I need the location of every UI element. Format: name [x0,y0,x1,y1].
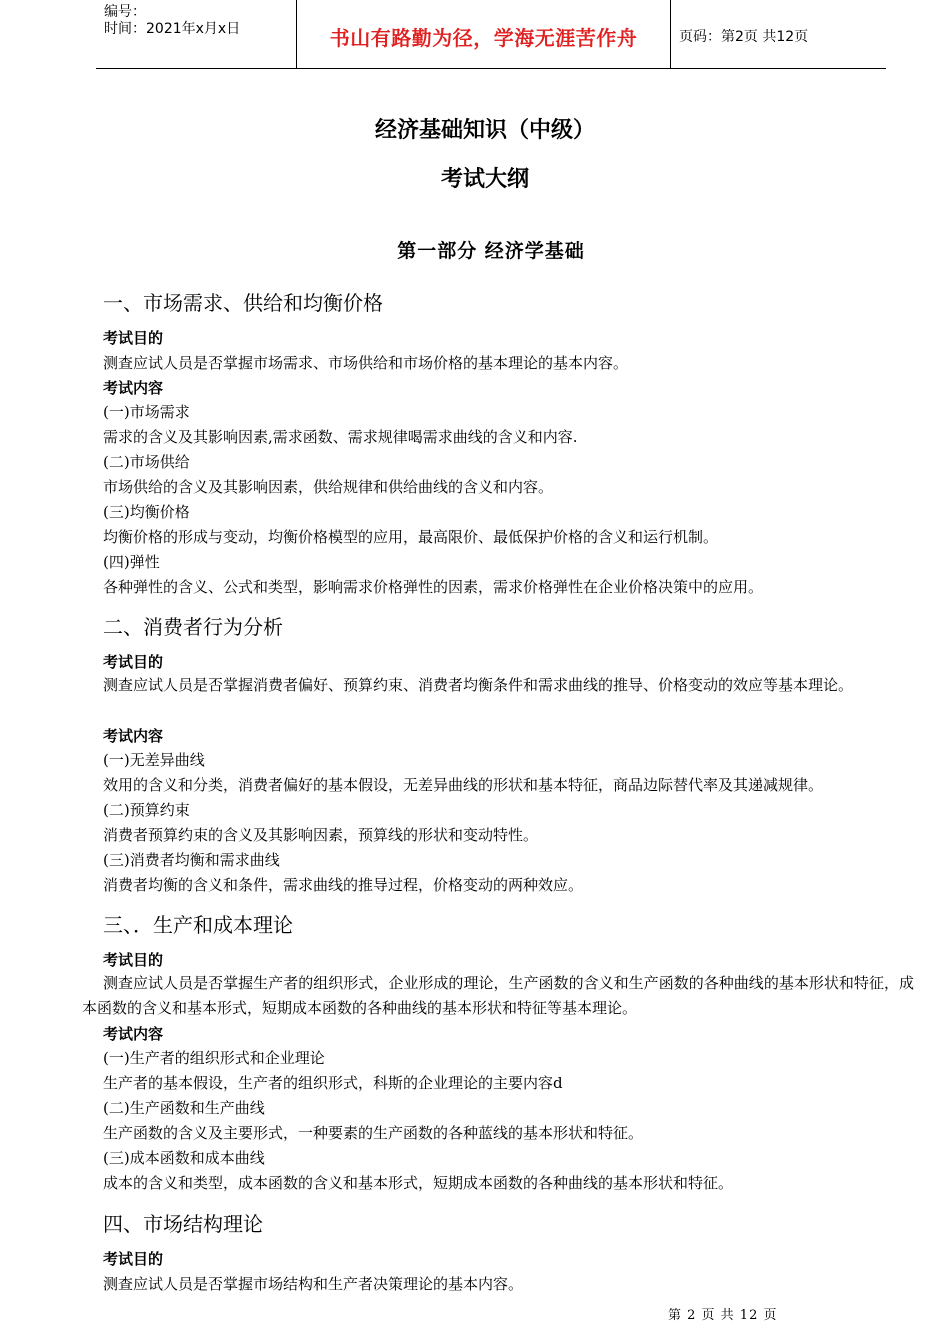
section-heading: 三、．生产和成本理论 [103,913,293,937]
item-title: (三)消费者均衡和需求曲线 [103,851,280,869]
item-title: (一)市场需求 [103,403,190,421]
goal-text: 测查应试人员是否掌握消费者偏好、预算约束、消费者均衡条件和需求曲线的推导、价格变动的效应等基本理论。 [103,676,854,694]
doc-title: 经济基础知识（中级） [374,118,595,143]
item-text: 效用的含义和分类，消费者偏好的基本假设，无差异曲线的形状和基本特征，商品边际替代率及其递减规律。 [103,776,824,794]
goal-text: 测查应试人员是否掌握市场结构和生产者决策理论的基本内容。 [103,1275,524,1293]
header-left-cell [96,0,297,68]
goal-label: 考试目的 [103,1250,164,1268]
goal-text: 测查应试人员是否掌握市场需求、市场供给和市场价格的基本理论的基本内容。 [103,354,629,372]
item-title: (三)均衡价格 [103,503,190,521]
item-text: 生产函数的含义及主要形式，一种要素的生产函数的各种蓝线的基本形状和特征。 [103,1124,644,1142]
item-text: 消费者预算约束的含义及其影响因素，预算线的形状和变动特性。 [103,826,539,844]
page-header [96,0,886,69]
item-text: 消费者均衡的含义和条件，需求曲线的推导过程，价格变动的两种效应。 [103,876,584,894]
content-label: 考试内容 [103,727,164,745]
doc-subtitle: 考试大纲 [440,167,529,192]
part-heading: 第一部分 经济学基础 [397,240,585,262]
item-text: 成本的含义和类型，成本函数的含义和基本形式，短期成本函数的各种曲线的基本形状和特征。 [103,1174,734,1192]
item-title: (一)生产者的组织形式和企业理论 [103,1049,325,1067]
content-label: 考试内容 [103,1025,164,1043]
item-title: (二)预算约束 [103,801,190,819]
page-info: 页码：第2页 共12页 [679,29,809,45]
page-footer: 第 2 页 共 12 页 [668,1308,778,1323]
item-title: (四)弹性 [103,553,160,571]
section-heading: 四、市场结构理论 [103,1212,263,1236]
goal-label: 考试目的 [103,951,164,969]
item-text: 各种弹性的含义、公式和类型，影响需求价格弹性的因素，需求价格弹性在企业价格决策中的应用。 [103,578,764,596]
goal-label: 考试目的 [103,653,164,671]
item-text: 需求的含义及其影响因素,需求函数、需求规律喝需求曲线的含义和内容. [103,428,578,446]
goal-label: 考试目的 [103,329,164,347]
item-title: (二)生产函数和生产曲线 [103,1099,265,1117]
item-text: 均衡价格的形成与变动，均衡价格模型的应用，最高限价、最低保护价格的含义和运行机制。 [103,528,719,546]
header-motto: 书山有路勤为径，学海无涯苦作舟 [329,26,638,50]
section-heading: 一、市场需求、供给和均衡价格 [103,291,383,315]
item-title: (一)无差异曲线 [103,751,205,769]
item-title: (二)市场供给 [103,453,190,471]
goal-text: 测查应试人员是否掌握生产者的组织形式，企业形成的理论，生产函数的含义和生产函数的各种曲线的基本形状和特征，成本函数的含义和基本形式，短期成本函数的各种曲线的基本形状和特征等基本理论。 [82,974,914,1017]
section-heading: 二、消费者行为分析 [103,615,283,639]
header-right-cell [671,0,886,68]
time-label: 时间：2021年x月x日 [104,21,241,37]
content-label: 考试内容 [103,379,164,397]
item-title: (三)成本函数和成本曲线 [103,1149,265,1167]
serial-label: 编号： [104,4,146,20]
header-middle-cell [297,0,671,68]
item-text: 生产者的基本假设，生产者的组织形式，科斯的企业理论的主要内容d [103,1074,563,1092]
item-text: 市场供给的含义及其影响因素，供给规律和供给曲线的含义和内容。 [103,478,554,496]
